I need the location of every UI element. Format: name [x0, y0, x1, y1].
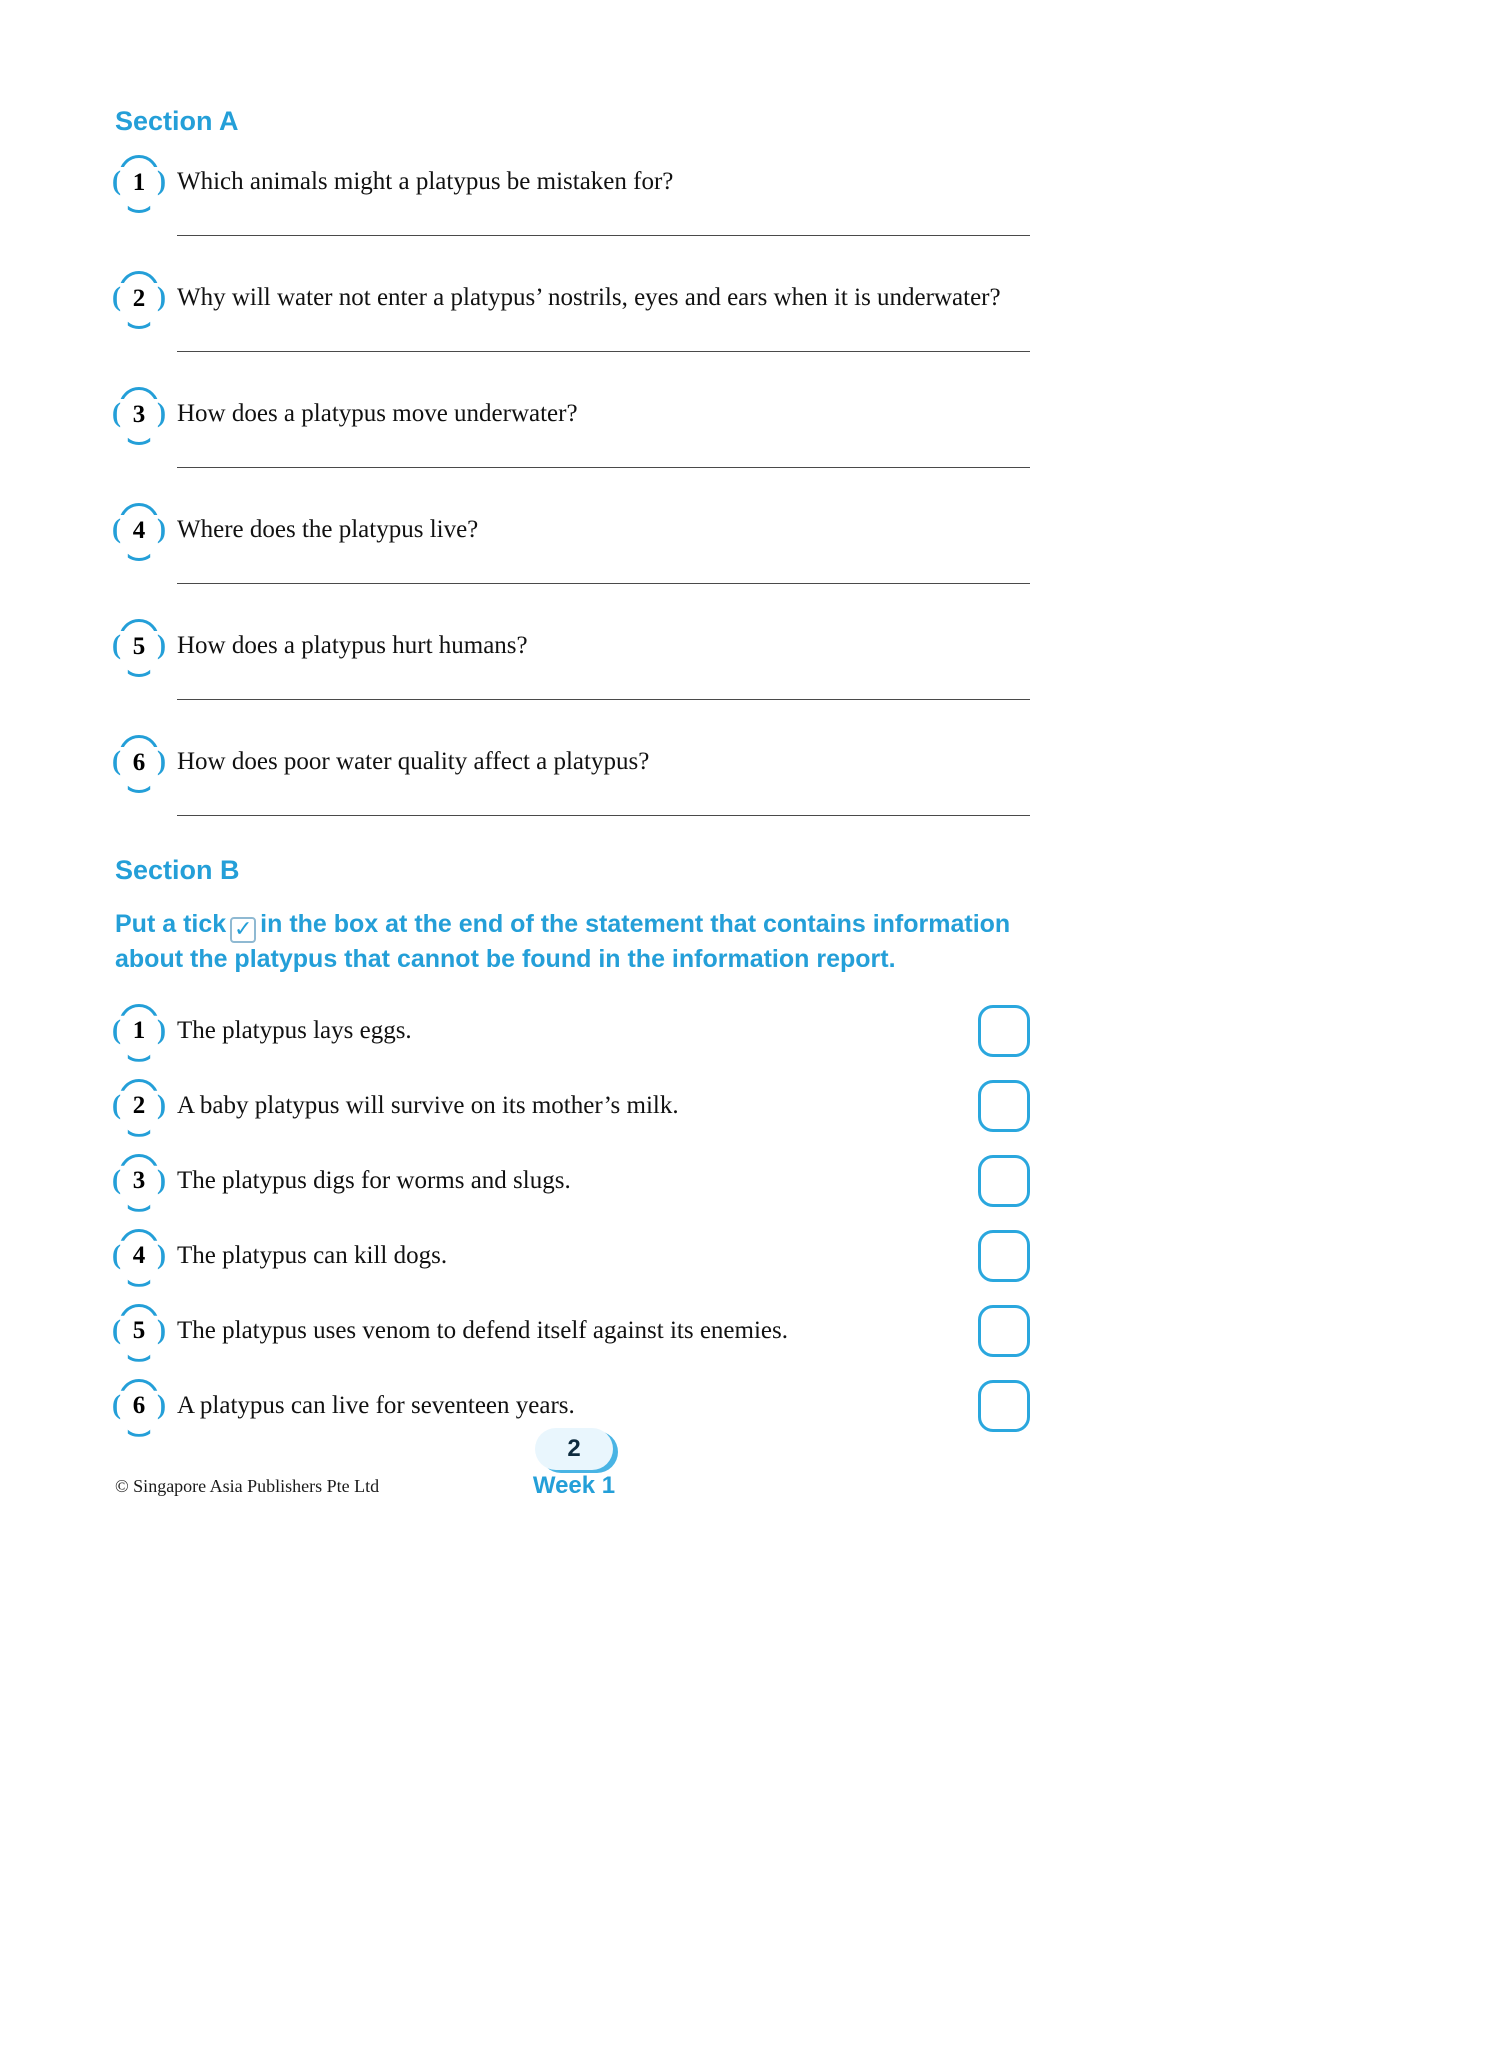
- answer-line[interactable]: [177, 815, 1030, 816]
- badge-right-paren-icon: ): [157, 745, 166, 776]
- statement-text: The platypus lays eggs.: [177, 1017, 412, 1045]
- badge-left-paren-icon: (: [112, 513, 121, 544]
- question-item: [112, 507, 1030, 623]
- question-number-badge: [112, 739, 166, 785]
- statement-checkbox[interactable]: [978, 1155, 1030, 1207]
- badge-left-paren-icon: (: [112, 1239, 121, 1270]
- question-text: Which animals might a platypus be mistaken for?: [177, 168, 674, 196]
- copyright-text: © Singapore Asia Publishers Pte Ltd: [115, 1476, 380, 1496]
- question-number-badge: [112, 391, 166, 437]
- question-text: Why will water not enter a platypus’ nostrils, eyes and ears when it is underwater?: [177, 284, 1001, 312]
- instruction-after: in the box at the end of the statement that contains information about the platypus that cannot be found in the information report.: [115, 910, 1011, 973]
- statement-checkbox[interactable]: [978, 1305, 1030, 1357]
- question-text: How does a platypus hurt humans?: [177, 632, 528, 660]
- question-number: 2: [132, 284, 146, 312]
- badge-right-paren-icon: ): [157, 1239, 166, 1270]
- statement-number-badge: [112, 1008, 166, 1054]
- answer-line[interactable]: [177, 467, 1030, 468]
- instruction-before: Put a tick: [115, 910, 227, 938]
- statement-number-badge: [112, 1158, 166, 1204]
- badge-right-paren-icon: ): [157, 1089, 166, 1120]
- statement-number: 3: [132, 1167, 146, 1195]
- statement-number-badge: [112, 1308, 166, 1354]
- statement-number: 1: [132, 1017, 146, 1045]
- badge-right-paren-icon: ): [157, 397, 166, 428]
- badge-right-paren-icon: ): [157, 1389, 166, 1420]
- question-text: Where does the platypus live?: [177, 516, 479, 544]
- question-number: 5: [132, 632, 146, 660]
- question-item: [112, 275, 1030, 391]
- statement-number-badge: [112, 1233, 166, 1279]
- statement-item: [112, 1303, 1030, 1359]
- badge-left-paren-icon: (: [112, 1089, 121, 1120]
- badge-right-paren-icon: ): [157, 281, 166, 312]
- statement-number: 4: [132, 1242, 146, 1270]
- statement-number-badge: [112, 1383, 166, 1429]
- badge-right-paren-icon: ): [157, 629, 166, 660]
- badge-left-paren-icon: (: [112, 1314, 121, 1345]
- statement-number-badge: [112, 1083, 166, 1129]
- badge-right-paren-icon: ): [157, 1014, 166, 1045]
- question-number: 1: [132, 168, 146, 196]
- statement-text: A platypus can live for seventeen years.: [177, 1392, 575, 1420]
- statement-checkbox[interactable]: [978, 1080, 1030, 1132]
- badge-left-paren-icon: (: [112, 745, 121, 776]
- statement-text: The platypus uses venom to defend itself against its enemies.: [177, 1317, 788, 1345]
- section-b-title: Section B: [115, 855, 240, 885]
- statement-text: The platypus digs for worms and slugs.: [177, 1167, 571, 1195]
- badge-left-paren-icon: (: [112, 1014, 121, 1045]
- badge-left-paren-icon: (: [112, 629, 121, 660]
- badge-left-paren-icon: (: [112, 1164, 121, 1195]
- statement-item: [112, 1003, 1030, 1059]
- tick-icon: ✓: [233, 917, 253, 942]
- instruction-text: [115, 908, 1030, 977]
- statement-checkbox[interactable]: [978, 1230, 1030, 1282]
- question-number-badge: [112, 159, 166, 205]
- question-text: How does a platypus move underwater?: [177, 400, 578, 428]
- answer-line[interactable]: [177, 699, 1030, 700]
- badge-right-paren-icon: ): [157, 165, 166, 196]
- statement-number: 6: [132, 1392, 146, 1420]
- page-number-badge: 2: [535, 1428, 613, 1470]
- badge-left-paren-icon: (: [112, 397, 121, 428]
- statement-text: A baby platypus will survive on its mother’s milk.: [177, 1092, 679, 1120]
- badge-left-paren-icon: (: [112, 281, 121, 312]
- answer-line[interactable]: [177, 351, 1030, 352]
- question-number-badge: [112, 275, 166, 321]
- answer-line[interactable]: [177, 235, 1030, 236]
- content-column: [112, 106, 1030, 1453]
- question-item: [112, 391, 1030, 507]
- statement-checkbox[interactable]: [978, 1005, 1030, 1057]
- statement-text: The platypus can kill dogs.: [177, 1242, 448, 1270]
- statement-item: [112, 1078, 1030, 1134]
- question-item: [112, 159, 1030, 275]
- badge-right-paren-icon: ): [157, 513, 166, 544]
- question-text: How does poor water quality affect a platypus?: [177, 748, 650, 776]
- question-number-badge: [112, 507, 166, 553]
- question-item: [112, 623, 1030, 739]
- statement-number: 2: [132, 1092, 146, 1120]
- question-number: 4: [132, 516, 146, 544]
- statement-checkbox[interactable]: [978, 1380, 1030, 1432]
- question-item: [112, 739, 1030, 855]
- statement-item: [112, 1228, 1030, 1284]
- week-label: Week 1: [532, 1472, 616, 1499]
- statement-number: 5: [132, 1317, 146, 1345]
- badge-right-paren-icon: ): [157, 1164, 166, 1195]
- statement-item: [112, 1378, 1030, 1434]
- statement-item: [112, 1153, 1030, 1209]
- question-number-badge: [112, 623, 166, 669]
- question-number: 6: [132, 748, 146, 776]
- answer-line[interactable]: [177, 583, 1030, 584]
- tick-checkbox-icon: [230, 917, 256, 943]
- section-a-title: Section A: [115, 106, 239, 136]
- badge-left-paren-icon: (: [112, 165, 121, 196]
- badge-left-paren-icon: (: [112, 1389, 121, 1420]
- badge-right-paren-icon: ): [157, 1314, 166, 1345]
- question-number: 3: [132, 400, 146, 428]
